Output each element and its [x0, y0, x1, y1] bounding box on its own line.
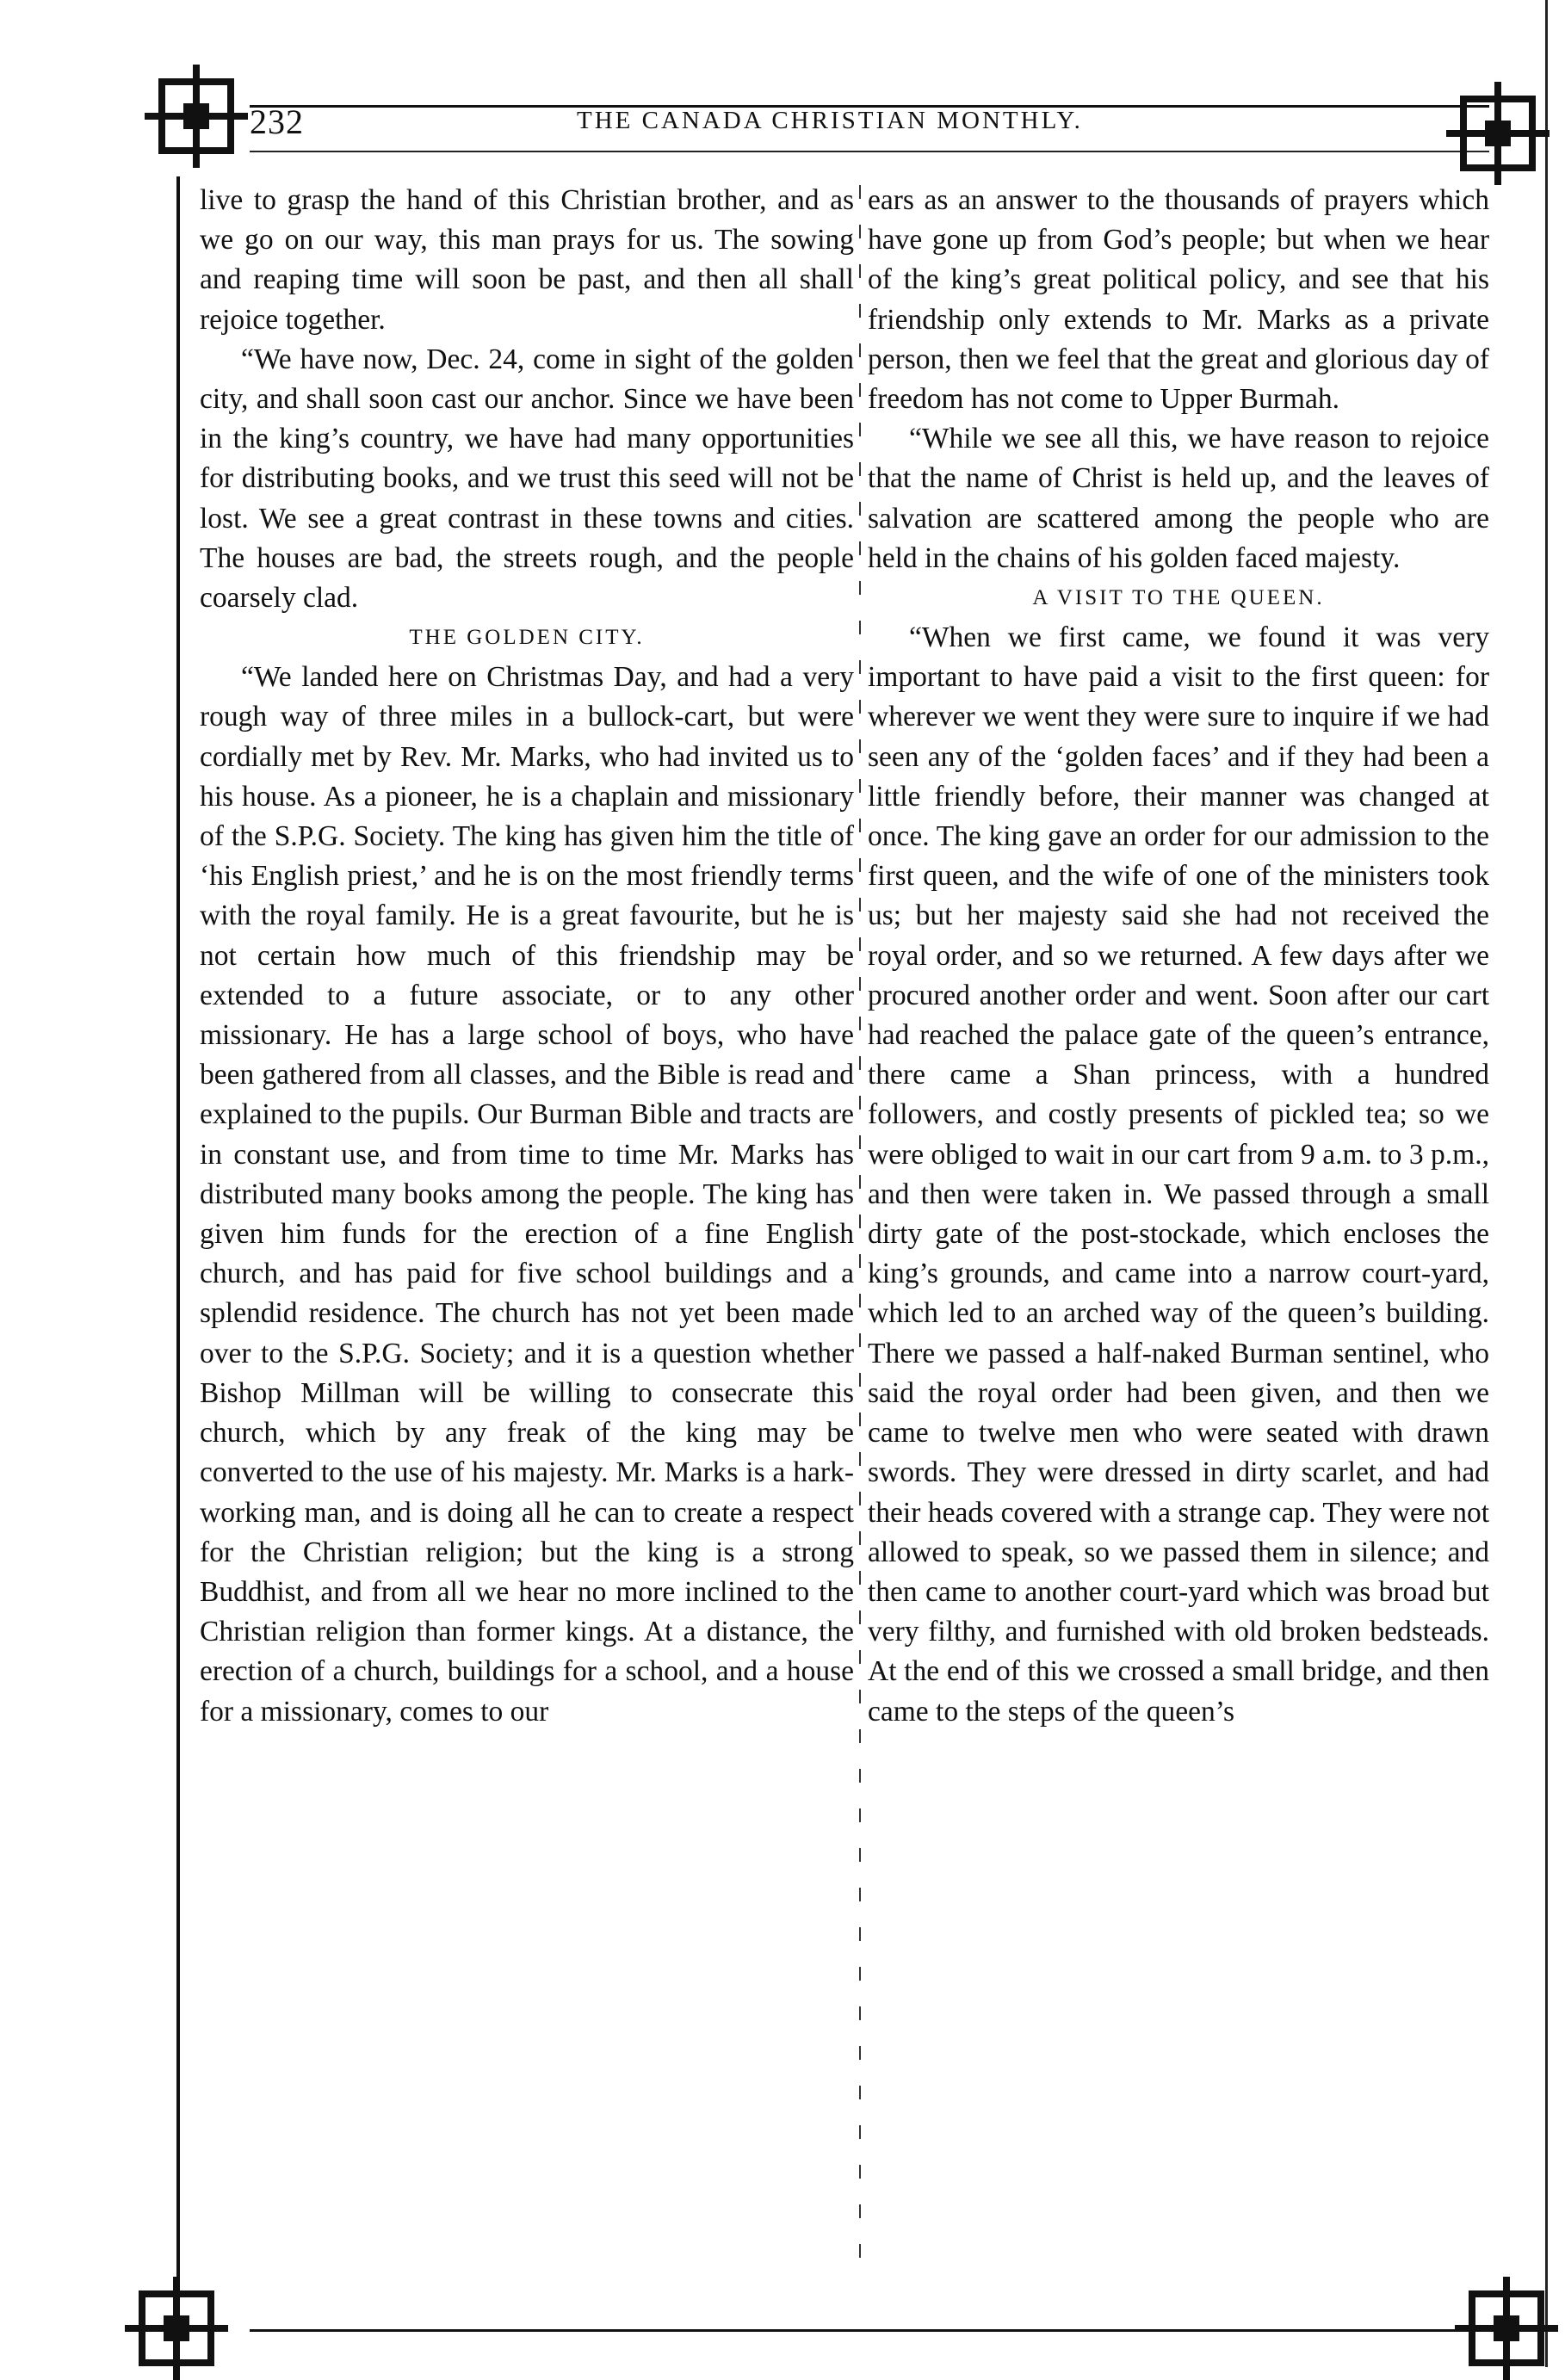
corner-ornament-bottom-right: [1455, 2277, 1558, 2380]
left-paragraph-2: “We have now, Dec. 24, come in sight of the golden city, and shall soon cast our anchor. Since we have been in the king’s country, we have had many opportunities for distributing books, and we trust this seed will not be lost. We see a great contrast in these towns and cities. The houses are bad, the streets rough, and the people coarsely clad.: [200, 343, 854, 615]
left-column: [200, 181, 854, 1732]
right-paragraph-1: ears as an answer to the thousands of prayers which have gone up from God’s people; but when we hear of the king’s great political policy, and see that his friendship only extends to Mr. Marks as a private person, then we feel that the great and glorious day of freedom has not come to Upper Burmah.: [868, 184, 1489, 416]
column-divider: [859, 185, 861, 2277]
corner-ornament-top-left: [145, 65, 248, 168]
right-column: [868, 181, 1489, 1732]
page-edge-rule: [1545, 0, 1548, 2367]
bottom-frame-rule: [250, 2329, 1481, 2332]
header-rule: [250, 151, 1489, 152]
section-heading-visit-queen: A VISIT TO THE QUEEN.: [1032, 586, 1325, 610]
corner-ornament-bottom-left: [125, 2277, 228, 2380]
right-paragraph-3: “When we first came, we found it was very important to have paid a visit to the first queen: for wherever we went they were sure to inquire if we had seen any of the ‘golden faces’ and if they had been a little friendly before, their manner was changed at once. The king gave an order for our admission to the first queen, and the wife of one of the ministers took us; but her majesty said she had not received the royal order, and so we returned. A few days after we procured another order and went. Soon after our cart had reached the palace gate of the queen’s entrance, there came a Shan princess, with a hundred followers, and costly presents of pickled tea; so we were obliged to wait in our cart from 9 a.m. to 3 p.m., and then were taken in. We passed through a small dirty gate of the post-stockade, which encloses the king’s grounds, and came into a narrow court-yard, which led to an arched way of the queen’s building. There we passed a half-naked Burman sentinel, who said the royal order had been given, and then we came to twelve men who were seated with drawn swords. They were dressed in dirty scarlet, and had their heads covered with a strange cap. They were not allowed to speak, so we passed them in silence; and then came to another court-yard which was broad but very filthy, and furnished with old broken bedsteads. At the end of this we crossed a small bridge, and then came to the steps of the queen’s: [868, 621, 1489, 1728]
left-paragraph-1: live to grasp the hand of this Christian brother, and as we go on our way, this man prays for us. The sowing and reaping time will soon be past, and then all shall rejoice together.: [200, 184, 854, 336]
section-heading-golden-city: THE GOLDEN CITY.: [409, 626, 645, 650]
right-paragraph-2: “While we see all this, we have reason to rejoice that the name of Christ is held up, and the leaves of salvation are scattered among the people who are held in the chains of his golden faced majesty.: [868, 423, 1489, 574]
page-header: [250, 102, 1498, 145]
left-paragraph-3: “We landed here on Christmas Day, and had a very rough way of three miles in a bullock-cart, but were cordially met by Rev. Mr. Marks, who had invited us to his house. As a pioneer, he is a chaplain and missionary of the S.P.G. Society. The king has given him the title of ‘his English priest,’ and he is on the most friendly terms with the royal family. He is a great favourite, but he is not certain how much of this friendship may be extended to a future associate, or to any other missionary. He has a large school of boys, who have been gathered from all classes, and the Bible is read and explained to the pupils. Our Burman Bible and tracts are in constant use, and from time to time Mr. Marks has distributed many books among the people. The king has given him funds for the erection of a fine English church, and has paid for five school buildings and a splendid residence. The church has not yet been made over to the S.P.G. Society; and it is a question whether Bishop Millman will be willing to consecrate this church, which by any freak of the king may be converted to the use of his majesty. Mr. Marks is a hark-working man, and is doing all he can to create a respect for the Christian religion; but the king is a strong Buddhist, and from all we hear no more inclined to the Christian religion than former kings. At a distance, the erection of a church, buildings for a school, and a house for a missionary, comes to our: [200, 661, 854, 1728]
page-number: 232: [250, 102, 304, 141]
left-frame-rule: [176, 176, 180, 2294]
running-title: THE CANADA CHRISTIAN MONTHLY.: [577, 107, 1083, 134]
